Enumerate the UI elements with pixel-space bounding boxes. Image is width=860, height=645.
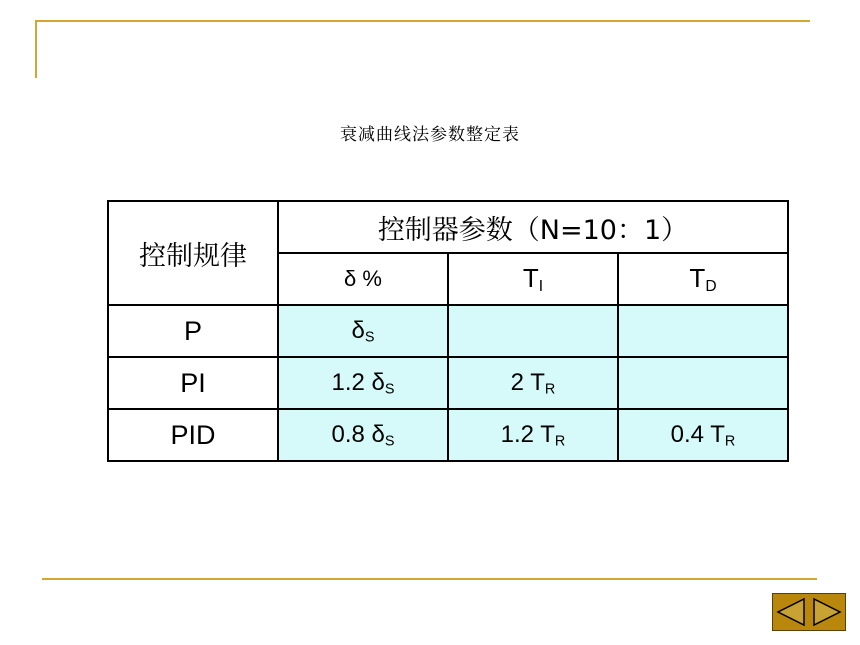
row-law: PID bbox=[108, 409, 278, 461]
controller-params-header: 控制器参数（N=10：1） bbox=[278, 201, 788, 253]
parameter-table bbox=[107, 200, 789, 462]
row-law: PI bbox=[108, 357, 278, 409]
cell-td bbox=[618, 357, 788, 409]
col-header-ti: $T_I$ bbox=[448, 253, 618, 305]
top-rule bbox=[35, 20, 810, 22]
cell-delta: 0.8 $\delta_S$ bbox=[278, 409, 448, 461]
slide-navigation bbox=[772, 593, 846, 631]
cell-ti: 2 $T_R$ bbox=[448, 357, 618, 409]
control-law-header: 控制规律 bbox=[108, 201, 278, 305]
cell-ti: 1.2 $T_R$ bbox=[448, 409, 618, 461]
cell-td bbox=[618, 305, 788, 357]
table-header-row bbox=[108, 201, 788, 253]
cell-delta: $\delta_S$ bbox=[278, 305, 448, 357]
left-rule bbox=[35, 20, 37, 78]
bottom-rule bbox=[42, 578, 817, 580]
table-row bbox=[108, 409, 788, 461]
col-header-delta: δ % bbox=[278, 253, 448, 305]
row-law: P bbox=[108, 305, 278, 357]
cell-td: 0.4 $T_R$ bbox=[618, 409, 788, 461]
table-row bbox=[108, 357, 788, 409]
slide-title: 衰减曲线法参数整定表 bbox=[340, 125, 520, 145]
triangle-right-icon[interactable] bbox=[810, 596, 844, 628]
cell-ti bbox=[448, 305, 618, 357]
table-row bbox=[108, 305, 788, 357]
col-header-td: $T_D$ bbox=[618, 253, 788, 305]
cell-delta: 1.2 $\delta_S$ bbox=[278, 357, 448, 409]
triangle-left-icon[interactable] bbox=[774, 596, 808, 628]
